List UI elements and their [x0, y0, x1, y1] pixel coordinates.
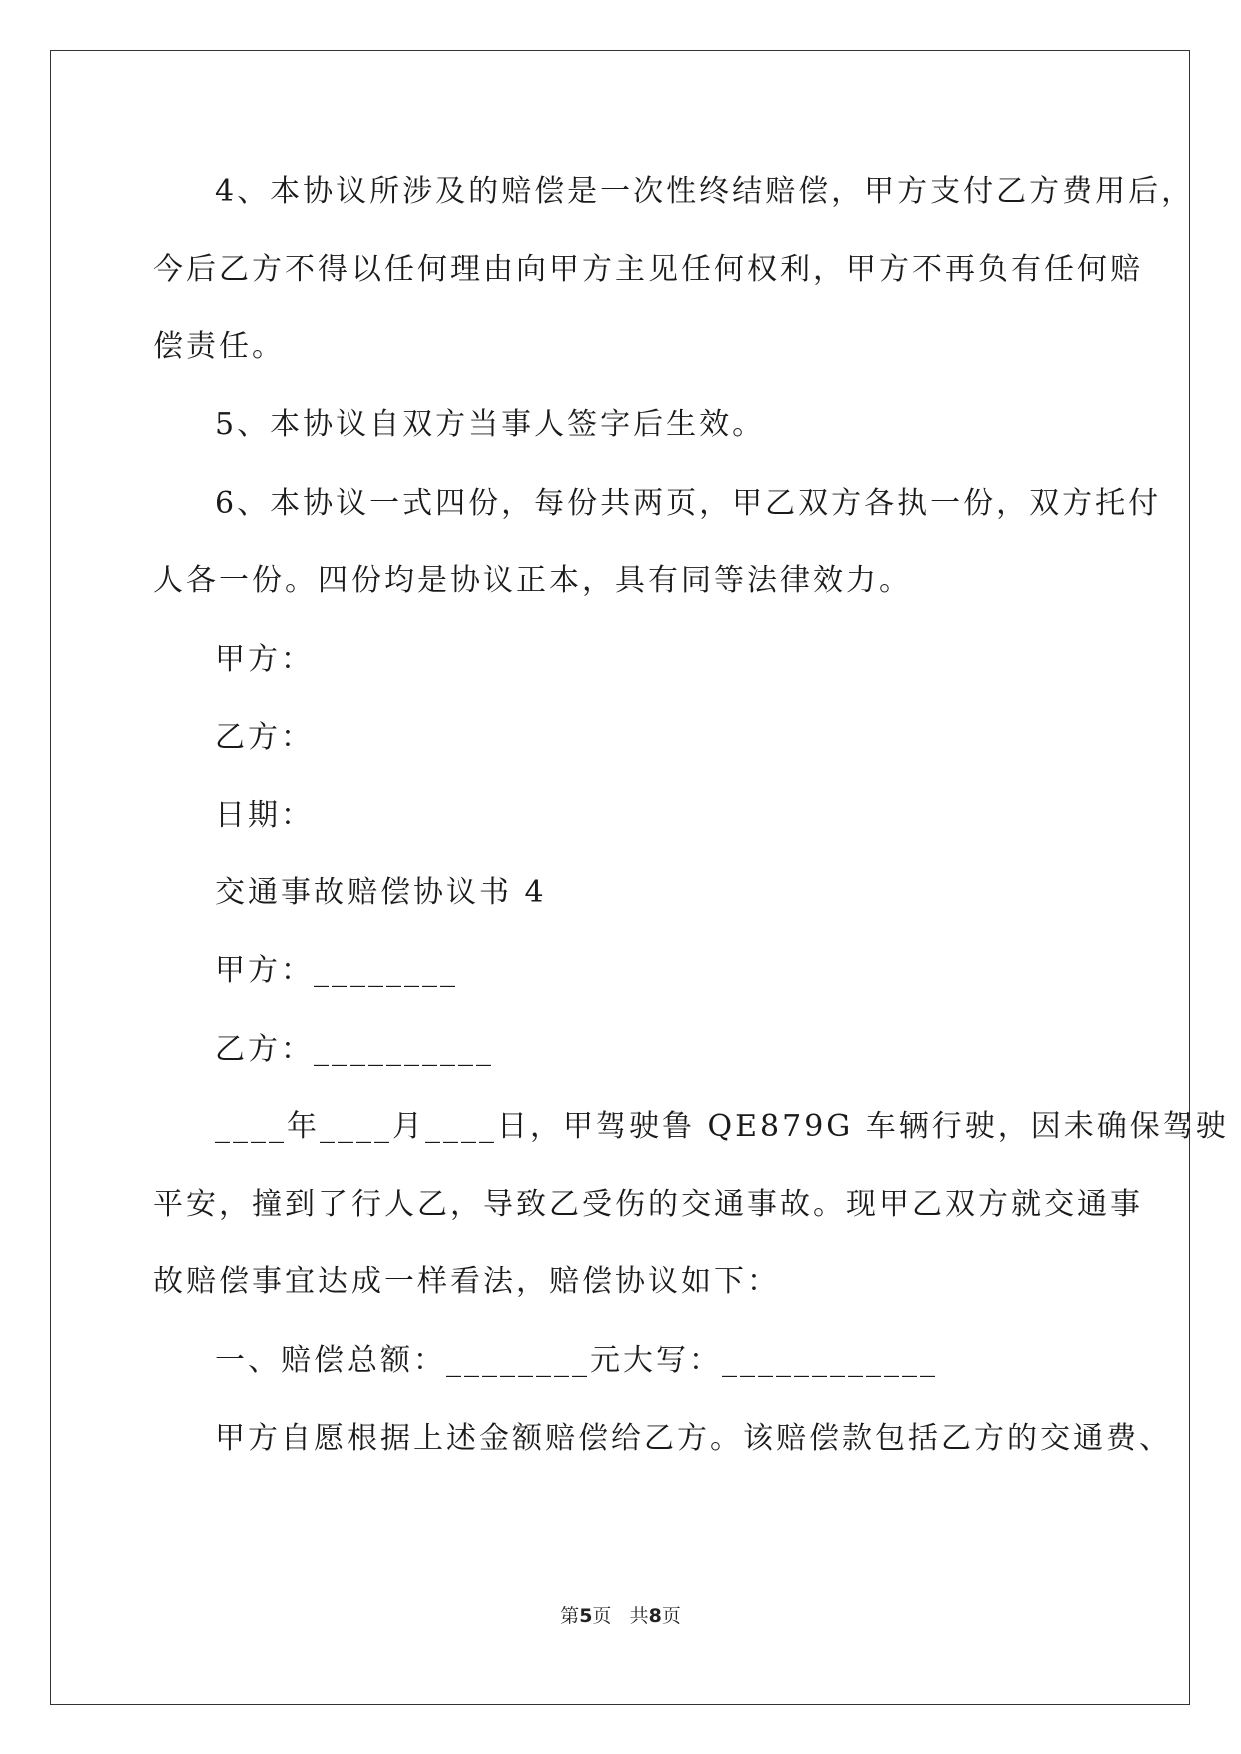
clause-6-line-1: 6、本协议一式四份，每份共两页，甲乙双方各执一份，双方托付 — [215, 486, 1162, 521]
footer-total-suffix: 页 — [661, 1605, 681, 1627]
section-title: 交通事故赔偿协议书 4 — [215, 875, 547, 910]
party-b-field: 乙方：__________ — [215, 1032, 494, 1067]
footer-page-suffix: 页 — [592, 1605, 612, 1627]
signature-party-b: 乙方： — [215, 720, 314, 755]
footer-page-number: 5 — [579, 1605, 593, 1627]
footer-total-prefix: 共 — [629, 1605, 649, 1627]
compensation-total: 一、赔偿总额：________元大写：____________ — [215, 1343, 938, 1378]
signature-party-a: 甲方： — [215, 642, 314, 677]
accident-line-1: ____年____月____日，甲驾驶鲁 QE879G 车辆行驶，因未确保驾驶 — [215, 1109, 1229, 1144]
page-footer — [0, 1604, 1241, 1628]
accident-line-2: 平安，撞到了行人乙，导致乙受伤的交通事故。现甲乙双方就交通事 — [153, 1187, 1143, 1222]
clause-4-line-3: 偿责任。 — [153, 329, 285, 364]
footer-total-pages: 8 — [648, 1605, 662, 1627]
clause-4-line-2: 今后乙方不得以任何理由向甲方主见任何权利，甲方不再负有任何赔 — [153, 252, 1143, 287]
party-a-field: 甲方：________ — [215, 953, 458, 988]
signature-date: 日期： — [215, 798, 314, 833]
clause-5: 5、本协议自双方当事人签字后生效。 — [215, 407, 766, 442]
clause-4-line-1: 4、本协议所涉及的赔偿是一次性终结赔偿，甲方支付乙方费用后， — [215, 174, 1195, 209]
accident-line-3: 故赔偿事宜达成一样看法，赔偿协议如下： — [153, 1264, 780, 1299]
clause-6-line-2: 人各一份。四份均是协议正本，具有同等法律效力。 — [153, 563, 912, 598]
payment-line: 甲方自愿根据上述金额赔偿给乙方。该赔偿款包括乙方的交通费、 — [215, 1421, 1172, 1456]
footer-page-prefix: 第 — [560, 1605, 580, 1627]
